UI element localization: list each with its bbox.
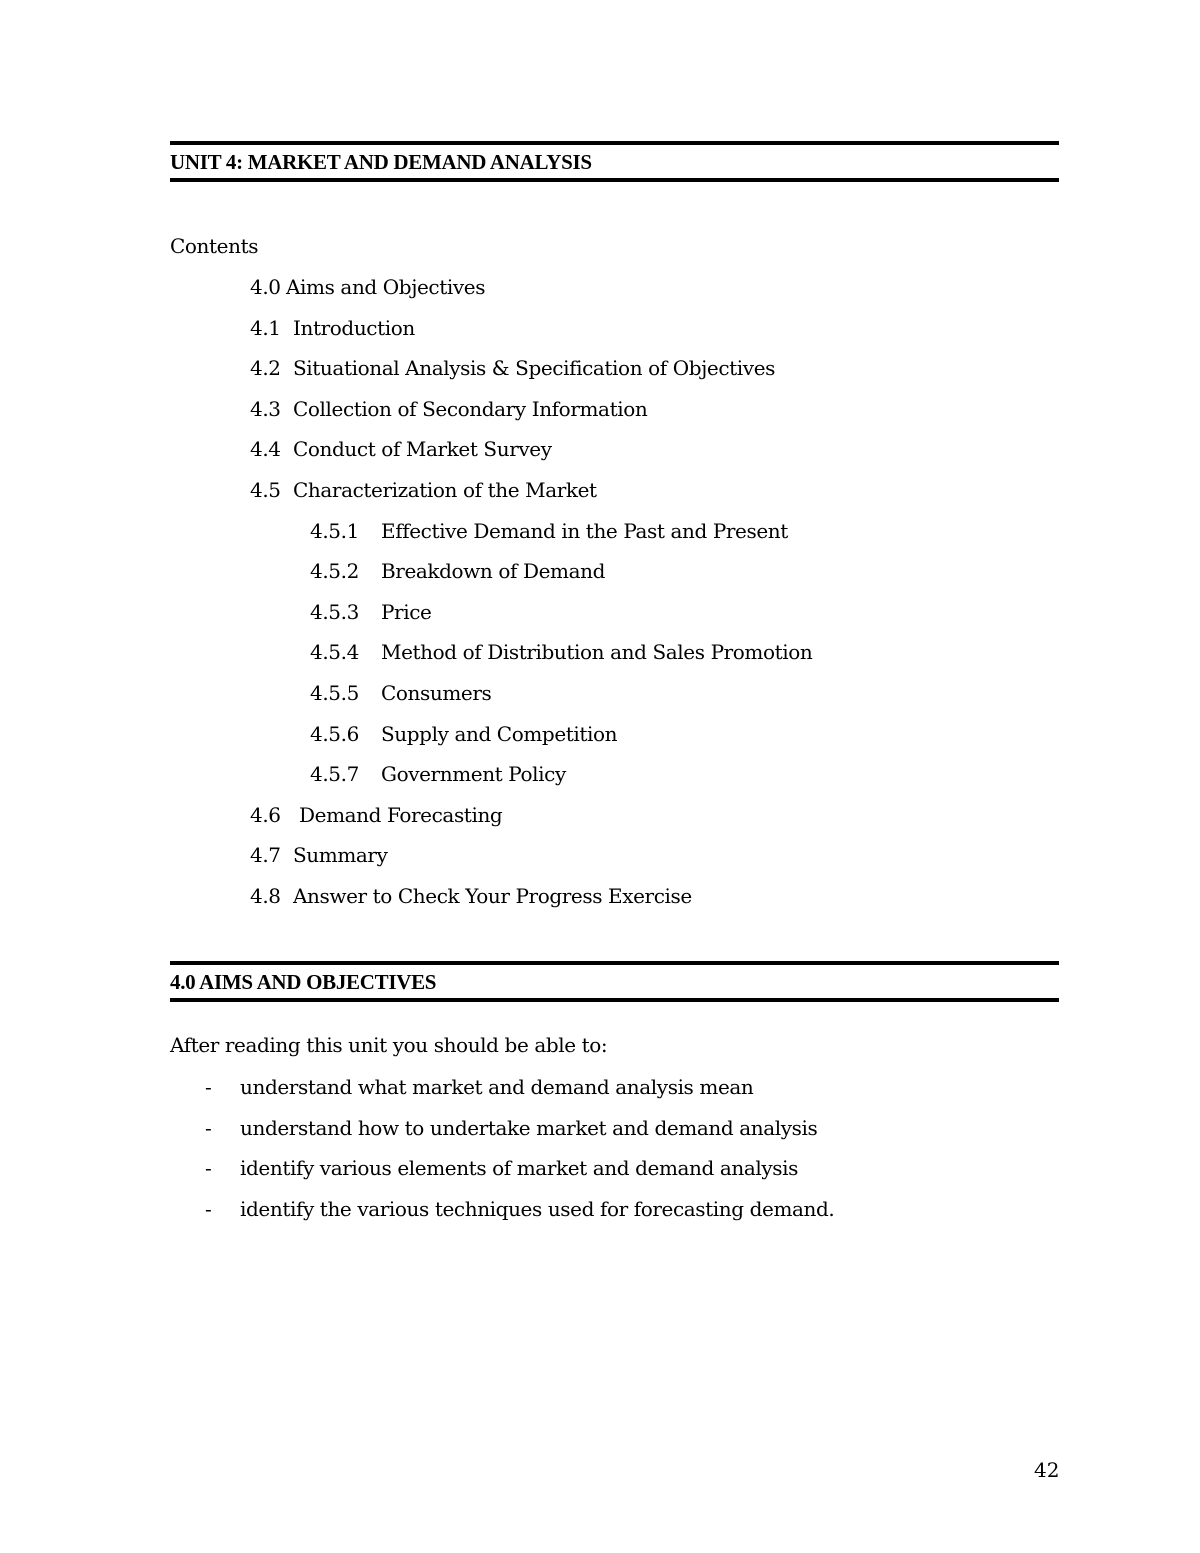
toc-number: 4.5.6 [310, 721, 359, 746]
toc-subitem [0, 638, 812, 679]
toc-title: Consumers [381, 680, 492, 705]
toc-title: Price [381, 599, 432, 624]
toc-number: 4.5.4 [310, 640, 359, 665]
toc-title: Collection of Secondary Information [293, 396, 648, 421]
dash-bullet: - [205, 1075, 212, 1099]
toc-item [0, 882, 812, 923]
contents-label: Contents [170, 234, 259, 258]
bottom-rule [170, 998, 1059, 1002]
toc-number: 4.7 [250, 843, 281, 868]
toc-item [0, 273, 812, 314]
toc-item [0, 435, 812, 476]
toc-title: Situational Analysis & Specification of Objectives [293, 356, 776, 381]
toc-number: 4.5 [250, 477, 281, 502]
objective-text: understand what market and demand analysis mean [240, 1075, 754, 1099]
intro-paragraph: After reading this unit you should be able to: [170, 1033, 608, 1057]
unit-heading-block [170, 141, 1059, 182]
toc-number: 4.1 [250, 315, 281, 340]
toc-number: 4.4 [250, 437, 281, 462]
toc-number: 4.6 [250, 802, 281, 827]
toc-title: Demand Forecasting [299, 802, 503, 827]
objective-text: identify the various techniques used for forecasting demand. [240, 1196, 835, 1221]
toc-title: Breakdown of Demand [381, 559, 605, 584]
section-heading-block [170, 961, 1059, 1002]
dash-bullet: - [205, 1115, 212, 1140]
toc-title: Conduct of Market Survey [293, 437, 552, 462]
toc-title: Summary [293, 843, 388, 868]
unit-title: UNIT 4: MARKET AND DEMAND ANALYSIS [170, 150, 592, 174]
toc-number: 4.5.5 [310, 680, 359, 705]
toc-item [0, 801, 812, 842]
toc-number: 4.3 [250, 396, 281, 421]
dash-bullet: - [205, 1196, 212, 1221]
table-of-contents [0, 273, 812, 923]
toc-subitem [0, 557, 812, 598]
toc-number: 4.5.1 [310, 518, 359, 543]
toc-number: 4.0 [250, 275, 281, 299]
toc-item [0, 476, 812, 517]
toc-number: 4.5.2 [310, 559, 359, 584]
toc-title: Aims and Objectives [286, 275, 486, 299]
bottom-rule [170, 178, 1059, 182]
toc-subitem [0, 760, 812, 801]
section-title: 4.0 AIMS AND OBJECTIVES [170, 970, 437, 994]
toc-subitem [0, 598, 812, 639]
toc-item [0, 354, 812, 395]
dash-bullet: - [205, 1156, 212, 1181]
toc-number: 4.5.3 [310, 599, 359, 624]
objective-text: understand how to undertake market and demand analysis [240, 1115, 818, 1140]
toc-item [0, 314, 812, 355]
toc-number: 4.5.7 [310, 762, 359, 787]
toc-number: 4.2 [250, 356, 281, 381]
toc-title: Introduction [293, 315, 415, 340]
toc-subitem [0, 517, 812, 558]
objective-text: identify various elements of market and demand analysis [240, 1156, 799, 1181]
toc-title: Answer to Check Your Progress Exercise [293, 883, 692, 908]
toc-title: Characterization of the Market [293, 477, 597, 502]
toc-title: Government Policy [381, 762, 566, 787]
toc-title: Effective Demand in the Past and Present [381, 518, 788, 543]
toc-item [0, 841, 812, 882]
page-number: 42 [1034, 1458, 1060, 1482]
toc-subitem [0, 720, 812, 761]
toc-title: Supply and Competition [381, 721, 618, 746]
toc-title: Method of Distribution and Sales Promotion [381, 640, 813, 665]
toc-item [0, 395, 812, 436]
toc-number: 4.8 [250, 883, 281, 908]
toc-subitem [0, 679, 812, 720]
